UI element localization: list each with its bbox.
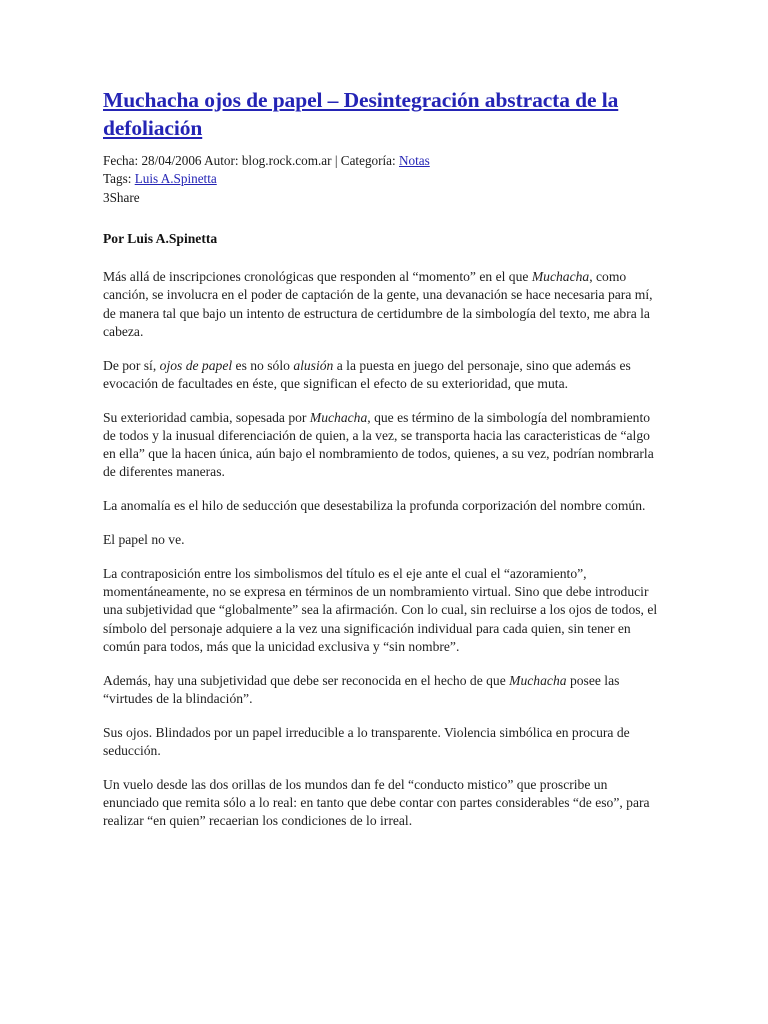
paragraph <box>103 268 663 341</box>
text-run: Su exterioridad cambia, sopesada por <box>103 409 310 425</box>
metadata-date-author: Fecha: 28/04/2006 Autor: blog.rock.com.ar | Categoría: <box>103 152 396 168</box>
document-content <box>103 86 663 831</box>
emphasis-text: alusión <box>293 357 334 373</box>
tags-label: Tags: <box>103 171 132 187</box>
article-title-link[interactable]: Muchacha ojos de papel – Desintegración abstracta de la defoliación <box>103 88 619 141</box>
text-run: Un vuelo desde las dos orillas de los mundos dan fe del “conducto mistico” que proscribe un enunciado que remita sólo a lo real: en tanto que debe contar con partes considerables “de eso”, para realizar “en quien” recaerian los condiciones de lo irreal. <box>103 776 650 829</box>
text-run: Más allá de inscripciones cronológicas que responden al “momento” en el que <box>103 268 532 284</box>
emphasis-text: ojos de papel <box>159 357 233 373</box>
text-run: El papel no ve. <box>103 532 185 548</box>
text-run: posee las “virtudes de la blindación”. <box>103 672 620 707</box>
text-run: a la puesta en juego del personaje, sino que además es evocación de facultades en éste, que significan el efecto de su exterioridad, que muta. <box>103 357 631 391</box>
tag-link-luis-spinetta[interactable]: Luis A.Spinetta <box>134 171 217 187</box>
byline: Por Luis A.Spinetta <box>103 230 218 246</box>
article-metadata <box>103 152 663 208</box>
paragraph <box>103 357 663 394</box>
text-run: , que es término de la simbología del nombramiento de todos y la inusual diferenciación de quien, a la vez, se transporta hacia las caracteristicas de “algo en ella” que la hacen única, aún bajo el nombramiento de todos, quienes, a su vez, podrían nombrarla de diferentes maneras. <box>103 409 654 480</box>
metadata-line-date <box>103 152 663 171</box>
paragraph <box>103 409 663 482</box>
paragraph <box>103 565 663 656</box>
emphasis-text: Muchacha <box>309 409 368 425</box>
text-run: La anomalía es el hilo de seducción que desestabiliza la profunda corporización del nombre común. <box>103 498 646 514</box>
category-link[interactable]: Notas <box>399 152 430 168</box>
text-run: es no sólo <box>232 357 294 373</box>
text-run: La contraposición entre los simbolismos del título es el eje ante el cual el “azoramiento”, momentáneamente, no se expresa en términos de un nombramiento virtual. Sino que debe introducir una subjetividad que “globalmente” sea la afirmación. Con lo cual, sin recluirse a los ojos de todos, el símbolo del personaje adquiere a la vez una significación individual para cada quien, sin tener en común para todos, más que la unicidad exclusiva y “sin nombre”. <box>103 565 658 654</box>
emphasis-text: Muchacha <box>531 268 590 284</box>
text-run: De por sí, <box>103 357 160 373</box>
paragraph <box>103 724 663 761</box>
text-run: Además, hay una subjetividad que debe ser reconocida en el hecho de que <box>103 672 510 688</box>
emphasis-text: Muchacha <box>509 672 567 688</box>
paragraph <box>103 497 663 515</box>
text-run: , como canción, se involucra en el poder de captación de la gente, una devanación se hace necesaria para mí, de manera tal que bajo un intento de estructura de certidumbre de la simbología del texto, me abra la cabeza. <box>103 268 653 339</box>
text-run: Sus ojos. Blindados por un papel irreducible a lo transparente. Violencia simbólica en procura de seducción. <box>103 724 630 759</box>
paragraph <box>103 776 663 831</box>
metadata-line-tags <box>103 170 663 189</box>
paragraph <box>103 672 663 709</box>
article-body <box>103 268 663 831</box>
share-count[interactable]: 3Share <box>103 190 140 206</box>
page-title <box>103 86 663 143</box>
paragraph <box>103 531 663 549</box>
